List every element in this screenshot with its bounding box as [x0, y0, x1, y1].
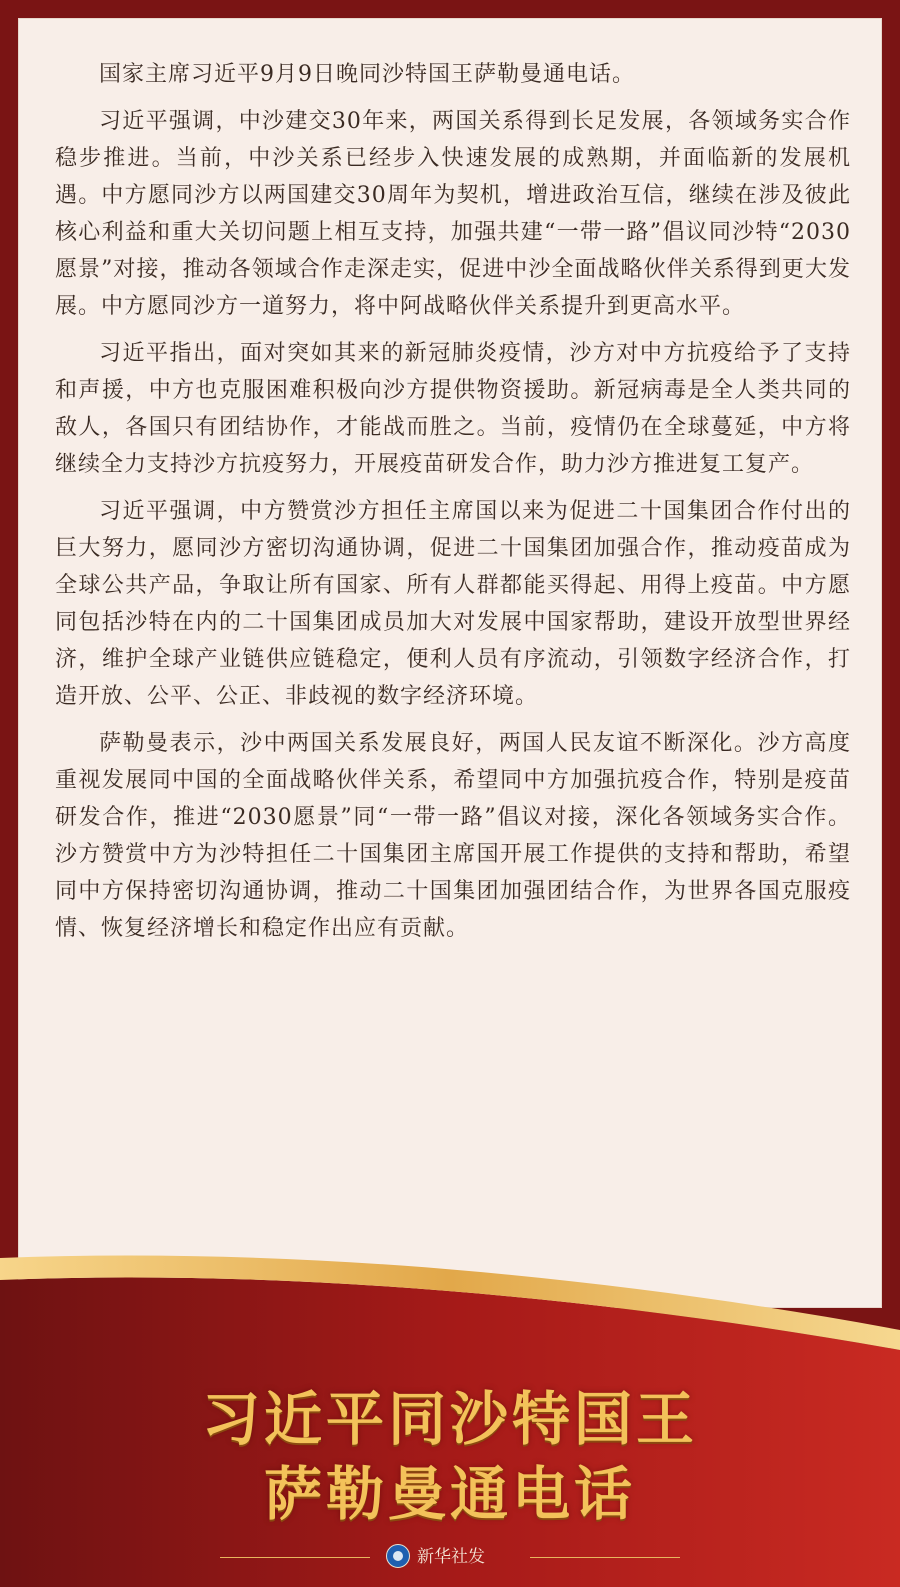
article-paragraph-1: 国家主席习近平9月9日晚同沙特国王萨勒曼通电话。	[99, 62, 635, 87]
article-body	[55, 56, 851, 957]
agency-credit: 新华社发	[417, 1547, 485, 1567]
credit-rule-right	[530, 1557, 680, 1558]
article-paragraph-2: 习近平强调，中沙建交30年来，两国关系得到长足发展，各领域务实合作稳步推进。当前，中沙关系已经步入快速发展的成熟期，并面临新的发展机遇。中方愿同沙方以两国建交30周年为契机，增进政治互信，继续在涉及彼此核心利益和重大关切问题上相互支持，加强共建“一带一路”倡议同沙特“2030愿景”对接，推动各领域合作走深走实，促进中沙全面战略伙伴关系得到更大发展。中方愿同沙方一道努力，将中阿战略伙伴关系提升到更高水平。	[55, 109, 851, 319]
credit-rule-left	[220, 1557, 370, 1558]
credit-line	[0, 1540, 900, 1574]
article-paragraph-5: 萨勒曼表示，沙中两国关系发展良好，两国人民友谊不断深化。沙方高度重视发展同中国的全面战略伙伴关系，希望同中方加强抗疫合作，特别是疫苗研发合作，推进“2030愿景”同“一带一路”倡议对接，深化各领域务实合作。沙方赞赏中方为沙特担任二十国集团主席国开展工作提供的支持和帮助，希望同中方保持密切沟通协调，推动二十国集团加强团结合作，为世界各国克服疫情、恢复经济增长和稳定作出应有贡献。	[55, 731, 851, 941]
xinhua-logo-icon	[386, 1544, 410, 1568]
article-paragraph-4: 习近平强调，中方赞赏沙方担任主席国以来为促进二十国集团合作付出的巨大努力，愿同沙方密切沟通协调，促进二十国集团加强合作，推动疫苗成为全球公共产品，争取让所有国家、所有人群都能买得起、用得上疫苗。中方愿同包括沙特在内的二十国集团成员加大对发展中国家帮助，建设开放型世界经济，维护全球产业链供应链稳定，便利人员有序流动，引领数字经济合作，打造开放、公平、公正、非歧视的数字经济环境。	[55, 499, 851, 709]
article-paragraph-3: 习近平指出，面对突如其来的新冠肺炎疫情，沙方对中方抗疫给予了支持和声援，中方也克服困难积极向沙方提供物资援助。新冠病毒是全人类共同的敌人，各国只有团结协作，才能战而胜之。当前，疫情仍在全球蔓延，中方将继续全力支持沙方抗疫努力，开展疫苗研发合作，助力沙方推进复工复产。	[55, 341, 851, 477]
headline-line-2: 萨勒曼通电话	[263, 1460, 636, 1528]
headline-line-1: 习近平同沙特国王	[201, 1385, 698, 1453]
